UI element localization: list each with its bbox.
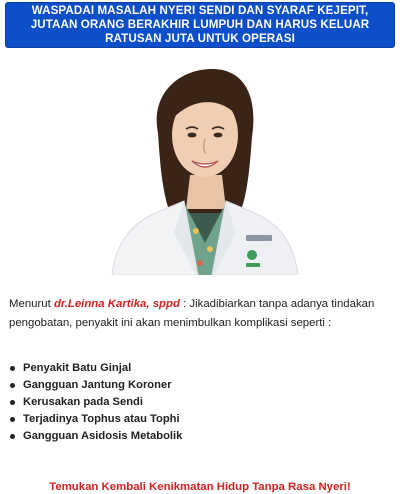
intro-suffix: : Jikadibiarkan tanpa adanya tindakan pengobatan, penyakit ini akan menimbulkan komplikasi seperti : xyxy=(9,298,375,329)
doctor-name: dr.Leinna Kartika, sppd xyxy=(53,298,180,310)
list-item: Gangguan Jantung Koroner xyxy=(23,377,182,394)
list-item: Penyakit Batu Ginjal xyxy=(23,360,182,377)
intro-prefix: Menurut xyxy=(9,298,54,310)
list-item: Terjadinya Tophus atau Tophi xyxy=(23,411,182,428)
list-item: Kerusakan pada Sendi xyxy=(23,394,182,411)
list-item: Gangguan Asidosis Metabolik xyxy=(23,428,182,445)
warning-banner xyxy=(5,2,395,48)
doctor-portrait-image xyxy=(100,63,310,275)
call-to-action-text: Temukan Kembali Kenikmatan Hidup Tanpa Rasa Nyeri! xyxy=(49,481,351,493)
intro-paragraph xyxy=(9,295,393,333)
complications-list xyxy=(9,360,182,445)
banner-headline: WASPADAI MASALAH NYERI SENDI DAN SYARAF KEJEPIT, JUTAAN ORANG BERAKHIR LUMPUH DAN HARUS KELUAR RATUSAN JUTA UNTUK OPERASI xyxy=(30,4,370,45)
doctor-photo xyxy=(100,63,310,275)
